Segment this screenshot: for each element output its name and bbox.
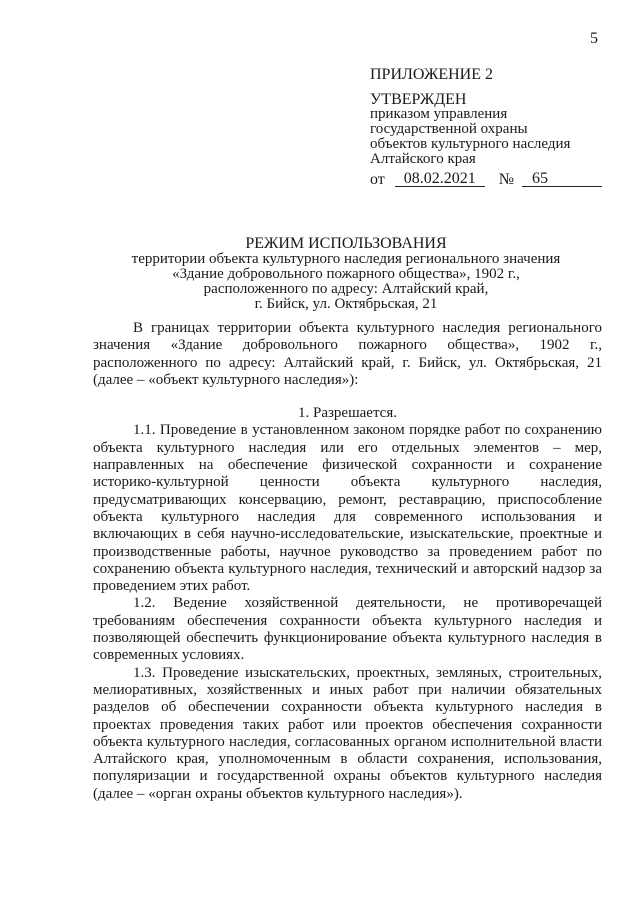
item-paragraph: 1.1. Проведение в установленном законом порядке работ по сохранению объекта культурного наследия или его отдельных элементов – мер, направленных на обеспечение физической сохранности и сохранение историко-культурной ценности объекта культурного наследия, предусматривающих консервацию, ремонт, реставрацию, приспособление объекта культурного наследия для современного использования и включающих в себя научно-исследовательские, изыскательские, проектные и производственные работы, научное руководство за проведением работ по сохранению объекта культурного наследия, технический и авторский надзор за проведением этих работ. — [93, 422, 602, 595]
order-number: 65 — [522, 171, 602, 187]
order-date: 08.02.2021 — [395, 171, 485, 187]
intro-paragraph: В границах территории объекта культурного наследия регионального значения «Здание добровольного пожарного общества», 1902 г., расположенного по адресу: Алтайский край, г. Бийск, ул. Октябрьская, 21 (далее – «объект культурного наследия»): — [93, 320, 602, 388]
document-body — [93, 320, 602, 803]
approval-block — [370, 67, 610, 187]
item-paragraph: 1.3. Проведение изыскательских, проектных, земляных, строительных, мелиоративных, хозяйственных и иных работ при наличии обязательных разделов об обеспечении сохранности объекта культурного наследия в проектах проведения таких работ или проектов обеспечения сохранности объекта культурного наследия, согласованных органом исполнительной власти Алтайского края, уполномоченным в области сохранения, использования, популяризации и государственной охраны объектов культурного наследия (далее – «орган охраны объектов культурного наследия»). — [93, 664, 602, 802]
item-paragraph: 1.2. Ведение хозяйственной деятельности, не противоречащей требованиям обеспечения сохранности объекта культурного наследия и позволяющей обеспечить функционирование объекта культурного наследия в современных условиях. — [93, 595, 602, 664]
document-heading — [90, 236, 602, 312]
section-title: 1. Разрешается. — [298, 405, 397, 422]
approval-line: Алтайского края — [370, 151, 476, 167]
heading-line: г. Бийск, ул. Октябрьская, 21 — [254, 296, 438, 312]
heading-line: территории объекта культурного наследия регионального значения — [131, 251, 561, 267]
from-label: от — [370, 171, 385, 188]
heading-line: расположенного по адресу: Алтайский край, — [203, 281, 489, 297]
approval-line: приказом управления — [370, 106, 508, 122]
order-reference — [370, 171, 610, 187]
heading-title: РЕЖИМ ИСПОЛЬЗОВАНИЯ — [245, 235, 447, 252]
number-sign: № — [498, 171, 515, 188]
heading-line: «Здание добровольного пожарного общества», 1902 г., — [172, 266, 520, 282]
approved-label: УТВЕРЖДЕН — [370, 91, 467, 108]
appendix-title: ПРИЛОЖЕНИЕ 2 — [370, 66, 494, 83]
approval-line: объектов культурного наследия — [370, 136, 571, 152]
approval-line: государственной охраны — [370, 121, 528, 137]
page-number: 5 — [590, 30, 598, 47]
